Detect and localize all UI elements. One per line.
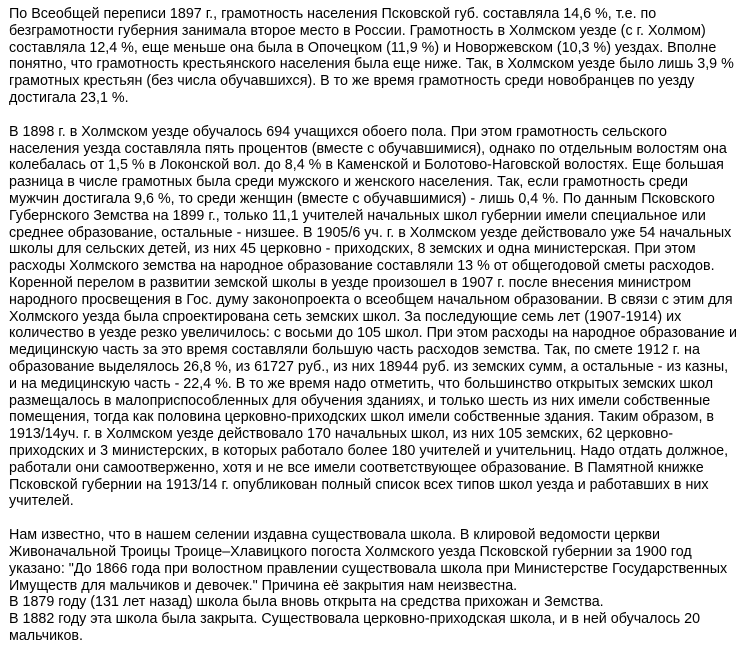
paragraph-literacy-census: По Всеобщей переписи 1897 г., грамотность населения Псковской губ. составляла 14,6 %, т.е. по безграмотности губерния занимала второе место в России. Грамотность в Холмском уезде (с г. Холмом) составляла 12,4 %, еще меньше она была в Опочецком (11,9 %) и Новоржевском (10,3 %) уездах. Вполне понятно, что грамотность крестьянского населения была еще ниже. Так, в Холмском уезде было лишь 3,9 % грамотных крестьян (без числа обучавшихся). В то же время грамотность среди новобранцев по уезду достигала 23,1 %. — [9, 6, 734, 106]
local-school-line-origin: Нам известно, что в нашем селении издавна существовала школа. В клировой ведомости церкви Живоначальной Троицы Троице–Хлавицкого погоста Холмского уезда Псковской губернии за 1900 год указано: "До 1866 года при волостном правлении существовала школа при Министерстве Государственных Имуществ для мальчиков и девочек." Причина её закрытия нам неизвестна. — [9, 527, 728, 594]
paragraph-school-development: В 1898 г. в Холмском уезде обучалось 694 учащихся обоего пола. При этом грамотность сельского населения уезда составляла пять процентов (вместе с обучавшимися), однако по отдельным волостям она колебалась от 1,5 % в Локонской вол. до 8,4 % в Каменской и Болотово-Наговской волостях. Еще большая разница в числе грамотных была среди мужского и женского населения. Так, если грамотность среди мужчин достигала 9,6 %, то среди женщин (вместе с обучавшимися) - лишь 0,4 %. По данным Псковского Губернского Земства на 1899 г., только 11,1 учителей начальных школ губернии имели специальное или среднее образование, остальные - низшее. В 1905/6 уч. г. в Холмском уезде действовало уже 54 начальных школы для сельских детей, из них 45 церковно - приходских, 8 земских и одна министерская. При этом расходы Холмского земства на народное образование составляли 13 % от общегодовой сметы расходов. Коренной перелом в развитии земской школы в уезде произошел в 1907 г. после внесения министром народного просвещения в Гос. думу законопроекта о всеобщем начальном образовании. В связи с этим для Холмского уезда была спроектирована сеть земских школ. За последующие семь лет (1907-1914) их количество в уезде резко увеличилось: с восьми до 105 школ. При этом расходы на народное образование и медицинскую часть за это время составляли большую часть расходов земства. Так, по смете 1912 г. на образование выделялось 26,8 %, из 61727 руб., из них 18944 руб. из земских сумм, а остальные - из казны, и на медицинскую часть - 22,4 %. В то же время надо отметить, что большинство открытых земских школ размещалось в малоприспособленных для обучения зданиях, и только шесть из них имели собственные помещения, тогда как половина церковно-приходских школ имели собственные здания. Таким образом, в 1913/14уч. г. в Холмском уезде действовало 170 начальных школ, из них 105 земских, 62 церковно-приходских и 3 министерских, в которых работало более 180 учителей и учительниц. Надо отдать должное, работали они самоотверженно, хотя и не все имели соответствующее образование. В Памятной книжке Псковской губернии на 1913/14 г. опубликован полный список всех типов школ уезда и работавших в них учителей. — [9, 123, 737, 510]
local-school-line-1882: В 1882 году эта школа была закрыта. Существовала церковно-приходская школа, и в ней обучалось 20 мальчиков. — [9, 611, 701, 644]
local-school-line-1879: В 1879 году (131 лет назад) школа была вновь открыта на средства прихожан и Земства. — [9, 594, 604, 611]
paragraph-local-school-history — [9, 527, 740, 645]
